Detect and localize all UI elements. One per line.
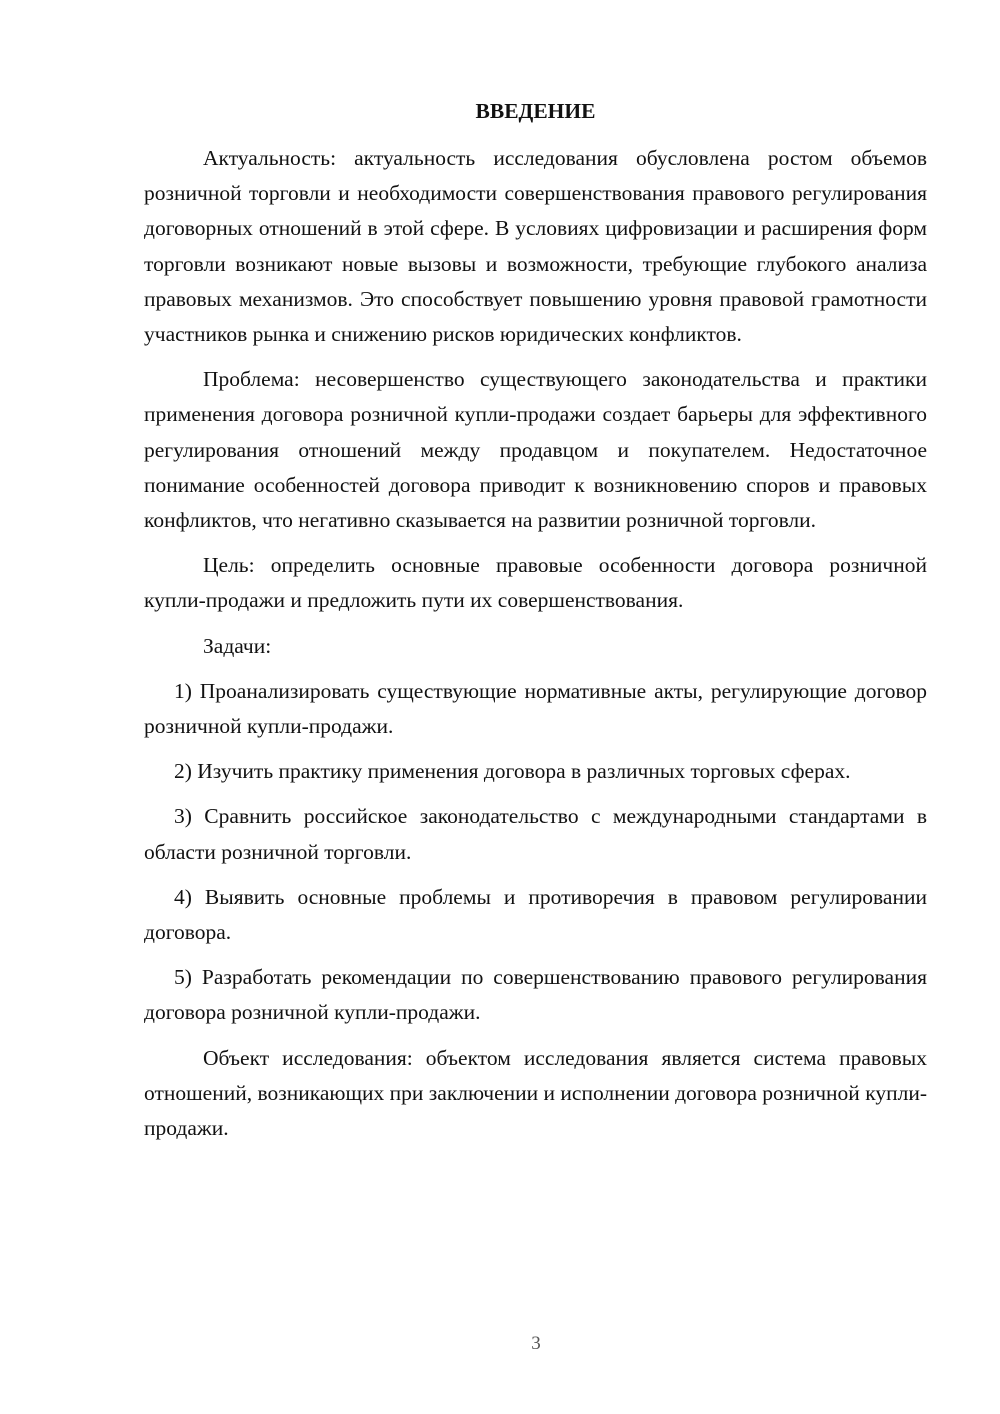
- object-paragraph: Объект исследования: объектом исследования является система правовых отношений, возникающих при заключении и исполнении договора розничной купли-продажи.: [144, 1045, 927, 1141]
- task-item-2: 2) Изучить практику применения договора в различных торговых сферах.: [174, 759, 851, 784]
- task-item-4: 4) Выявить основные проблемы и противоречия в правовом регулировании договора.: [144, 884, 927, 945]
- task-item-3: 3) Сравнить российское законодательство с международными стандартами в области розничной торговли.: [144, 804, 927, 864]
- tasks-label: Задачи:: [203, 633, 272, 658]
- problem-paragraph: Проблема: несовершенство существующего законодательства и практики применения договора розничной купли-продажи создает барьеры для эффективного регулирования отношений между продавцом и покупателем. Недостаточное понимание особенностей договора приводит к возникновению споров и правовых конфликтов, что негативно сказывается на развитии розничной торговли.: [144, 367, 927, 533]
- task-item-1: 1) Проанализировать существующие нормативные акты, регулирующие договор розничной купли-продажи.: [144, 678, 927, 739]
- page-content: [144, 94, 927, 1156]
- relevance-paragraph: Актуальность: актуальность исследования обусловлена ростом объемов розничной торговли и необходимости совершенствования правового регулирования договорных отношений в этой сфере. В условиях цифровизации и расширения форм торговли возникают новые вызовы и возможности, требующие глубокого анализа правовых механизмов. Это способствует повышению уровня правовой грамотности участников рынка и снижению рисков юридических конфликтов.: [144, 146, 927, 347]
- section-heading: ВВЕДЕНИЕ: [475, 99, 596, 123]
- task-item-5: 5) Разработать рекомендации по совершенствованию правового регулирования договора розничной купли-продажи.: [144, 965, 927, 1025]
- goal-paragraph: Цель: определить основные правовые особенности договора розничной купли-продажи и предложить пути их совершенствования.: [144, 553, 927, 613]
- page-number: 3: [531, 1333, 541, 1354]
